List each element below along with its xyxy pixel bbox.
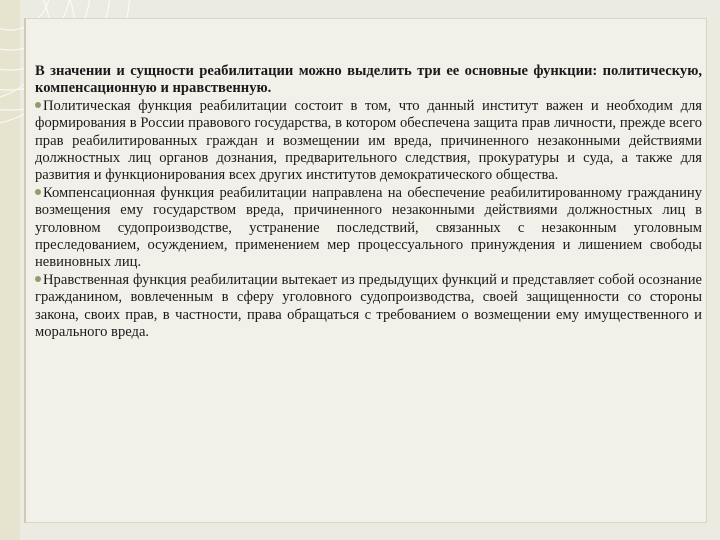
paragraph-moral (35, 272, 702, 342)
slide-content (35, 63, 702, 342)
paragraph-political (35, 98, 702, 185)
paragraph-compensation (35, 185, 702, 272)
paragraph-text: Компенсационная функция реабилитации направлена на обеспечение реабилитированному гражданину возмещения ему государством вреда, причиненного незаконными действиями должностных лиц в уголовном судопроизводстве, устранение последствий, связанных с незаконным уголовным преследованием, осуждением, применением мер процессуального принуждения и лишением свободы невиновных лиц. (35, 184, 702, 271)
paragraph-text: Нравственная функция реабилитации вытекает из предыдущих функций и представляет собой осознание гражданином, вовлеченным в сферу уголовного судопроизводства, своей защищенности со стороны закона, своих прав, в частности, права обращаться с требованием о возмещении ему имущественного и морального вреда. (35, 271, 702, 341)
intro-heading: В значении и сущности реабилитации можно выделить три ее основные функции: политическую, компенсационную и нравственную. (35, 63, 702, 97)
bullet-icon (35, 276, 41, 282)
left-decorative-band (0, 0, 20, 540)
bullet-icon (35, 189, 41, 195)
paragraph-text: Политическая функция реабилитации состоит в том, что данный институт важен и необходим для формирования в России правового государства, в котором обеспечена защита прав личности, прежде всего прав реабилитированных граждан и возмещении им вреда, причиненного незаконными действиями должностных лиц органов дознания, предварительного следствия, прокуратуры и суда, а также для развития и функционирования всех других институтов демократического общества. (35, 97, 702, 184)
bullet-icon (35, 102, 41, 108)
